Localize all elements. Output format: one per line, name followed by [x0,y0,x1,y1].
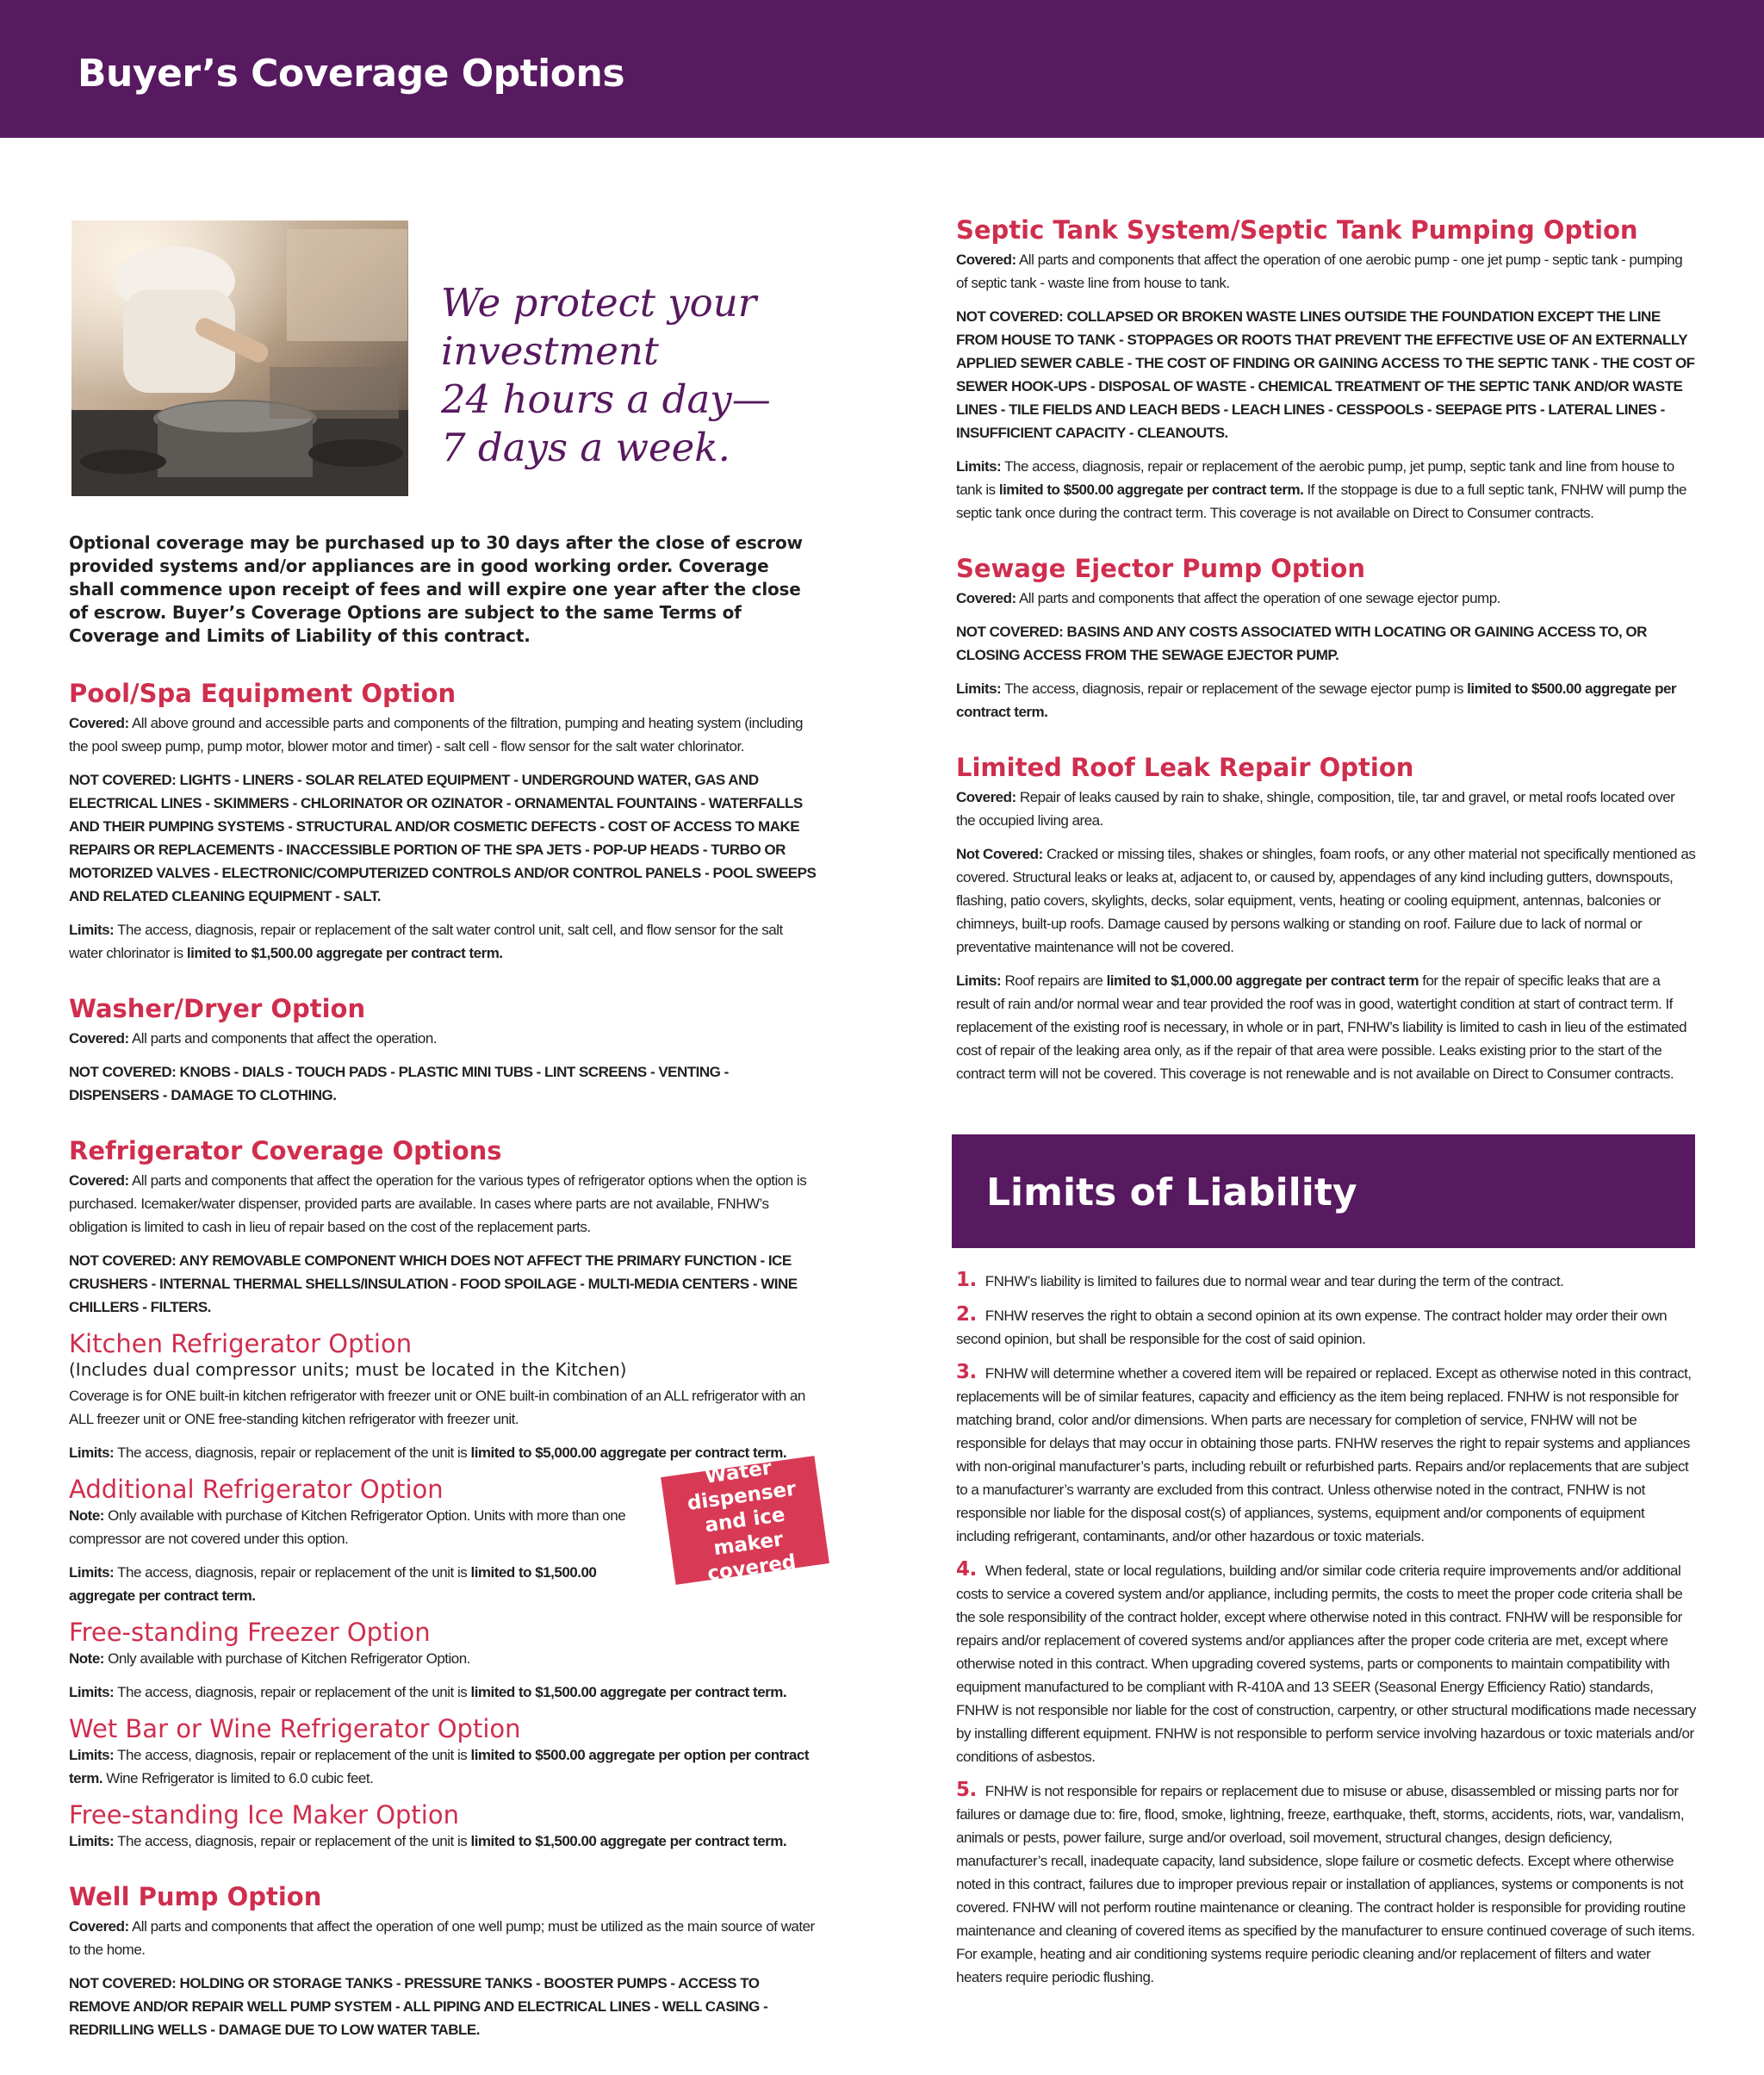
well-not-covered: NOT COVERED: HOLDING OR STORAGE TANKS - PRESSURE TANKS - BOOSTER PUMPS - ACCESS TO REMOVE AND/OR REPAIR WELL PUMP SYSTEM - ALL PIPING AND ELECTRICAL LINES - WELL CASING - REDRILLING WELLS - DAMAGE DUE TO LOW WATER TABLE. [69,1975,768,2038]
pool-spa-heading: Pool/Spa Equipment Option [69,679,457,708]
fridge-covered: Covered: All parts and components that affect the operation for the various types of refrigerator options when the option is purchased. Icemaker/water dispenser, provided parts are available. In cases where parts are not available, FNHW’s obligation is limited to cash in lieu of repair based on the cost of the replacement parts. [69,1172,807,1235]
pool-limits: Limits: The access, diagnosis, repair or replacement of the salt water control unit, salt cell, and flow sensor for the salt water chlorinator is limited to $1,500.00 aggregate per contract term. [69,922,783,961]
kitchen-fridge-text: Coverage is for ONE built-in kitchen refrigerator with freezer unit or ONE built-in combination of an ALL refrigerator with an ALL freezer unit or ONE free-standing kitchen refrigerator with freezer unit. [69,1388,805,1427]
freezer-heading: Free-standing Freezer Option [69,1618,431,1647]
septic-heading: Septic Tank System/Septic Tank Pumping Option [956,215,1638,245]
icemaker-heading: Free-standing Ice Maker Option [69,1800,459,1830]
wetbar-limits: Limits: The access, diagnosis, repair or replacement of the unit is limited to $500.00 aggregate per option per contract term. Wine Refrigerator is limited to 6.0 cubic feet. [69,1747,809,1786]
septic-covered: Covered: All parts and components that affect the operation of one aerobic pump - one jet pump - septic tank - pumping of septic tank - waste line from house to tank. [956,252,1683,291]
sewage-not-covered: NOT COVERED: BASINS AND ANY COSTS ASSOCIATED WITH LOCATING OR GAINING ACCESS TO, OR CLOSING ACCESS FROM THE SEWAGE EJECTOR PUMP. [956,624,1647,663]
tagline-line: 7 days a week. [441,425,730,470]
list-item: 2. FNHW reserves the right to obtain a second opinion at its own expense. The contract holder may order their own second opinion, but shall be responsible for the cost of said opinion. [956,1303,1668,1347]
kitchen-photo-illustration [71,221,408,496]
refrigerator-heading: Refrigerator Coverage Options [69,1136,502,1165]
sewage-covered: Covered: All parts and components that affect the operation of one sewage ejector pump. [956,590,1500,606]
list-item: 4. When federal, state or local regulations, building and/or similar code criteria require improvements and/or additional costs to service a covered system and/or appliance, including permits, the costs to meet the proper code criteria shall be the sole responsibility of the contract holder, except where otherwise noted in this contract. FNHW will be responsible for repairs and/or replacement of covered systems and/or appliances after the proper code criteria are met, except where otherwise noted in this contract. When upgrading covered systems, parts or components to maintain compatibility with equipment manufactured to be compliant with R-410A and 13 SEER (Seasonal Energy Efficiency Ratio) standards, FNHW is not responsible nor liable for the cost of construction, carpentry, or other structural modifications made necessary by installing different equipment. FNHW is not responsible to perform service involving hazardous or toxic materials and/or conditions of asbestos. [956,1558,1696,1765]
wetbar-heading: Wet Bar or Wine Refrigerator Option [69,1714,521,1743]
additional-fridge-heading: Additional Refrigerator Option [69,1475,444,1504]
washer-dryer-heading: Washer/Dryer Option [69,994,366,1023]
washer-covered: Covered: All parts and components that affect the operation. [69,1030,438,1047]
kitchen-cooking-photo [71,221,408,496]
roof-heading: Limited Roof Leak Repair Option [956,753,1414,782]
limits-of-liability-list [956,1269,1697,1999]
washer-not-covered: NOT COVERED: KNOBS - DIALS - TOUCH PADS - PLASTIC MINI TUBS - LINT SCREENS - VENTING - DISPENSERS - DAMAGE TO CLOTHING. [69,1064,729,1103]
roof-covered: Covered: Repair of leaks caused by rain to shake, shingle, composition, tile, tar and gravel, or metal roofs located over the occupied living area. [956,789,1675,829]
septic-not-covered: NOT COVERED: COLLAPSED OR BROKEN WASTE LINES OUTSIDE THE FOUNDATION EXCEPT THE LINE FROM HOUSE TO TANK - STOPPAGES OR ROOTS THAT PREVENT THE EFFECTIVE USE OF AN EXTERNALLY APPLIED SEWER CABLE - THE COST OF FINDING OR GAINING ACCESS TO THE SEPTIC TANK - THE COST OF SEWER HOOK-UPS - DISPOSAL OF WASTE - CHEMICAL TREATMENT OF THE SEPTIC TANK AND/OR WASTE LINES - TILE FIELDS AND LEACH BEDS - LEACH LINES - CESSPOOLS - SEEPAGE PITS - LATERAL LINES - INSUFFICIENT CAPACITY - CLEANOUTS. [956,308,1695,441]
water-dispenser-badge [661,1456,829,1585]
sewage-heading: Sewage Ejector Pump Option [956,554,1365,583]
kitchen-fridge-note: (Includes dual compressor units; must be located in the Kitchen) [69,1359,627,1380]
icemaker-limits: Limits: The access, diagnosis, repair or replacement of the unit is limited to $1,500.00 aggregate per contract term. [69,1833,787,1849]
page-header [0,0,1764,138]
septic-limits: Limits: The access, diagnosis, repair or replacement of the aerobic pump, jet pump, septic tank and line from house to tank is limited to $500.00 aggregate per contract term. If the stoppage is due to a full septic tank, FNHW will pump the septic tank once during the contract term. This coverage is not available on Direct to Consumer contracts. [956,458,1686,521]
tagline-line: We protect your [441,280,757,326]
well-covered: Covered: All parts and components that affect the operation of one well pump; must be utilized as the main source of water to the home. [69,1918,815,1958]
additional-fridge-limits: Limits: The access, diagnosis, repair or replacement of the unit is limited to $1,500.00 aggregate per contract term. [69,1564,597,1604]
tagline-line: 24 hours a day— [441,376,771,422]
roof-not-covered: Not Covered: Cracked or missing tiles, shakes or shingles, foam roofs, or any other material not specifically mentioned as covered. Structural leaks or leaks at, adjacent to, or caused by, appendages of any kind including gutters, downspouts, flashing, patio covers, skylights, decks, solar equipment, vents, heating or cooling equipment, antennas, balconies or chimneys, built-up roofs. Damage caused by persons walking or standing on roof. Failure due to lack of normal or preventative maintenance will not be covered. [956,846,1696,955]
list-item: 3. FNHW will determine whether a covered item will be repaired or replaced. Except as otherwise noted in this contract, replacements will be of similar features, capacity and efficiency as the item being replaced. FNHW is not responsible for matching brand, color and/or dimensions. When parts are necessary for completion of service, FNHW will not be responsible for delays that may occur in obtaining those parts. FNHW reserves the right to repair systems and appliances with non-original manufacturer’s parts, including rebuilt or refurbished parts. Repairs and/or replacements that are subject to a manufacturer’s warranty are excluded from this contract. Unless otherwise noted in the contract, FNHW is not responsible nor liable for the disposal cost(s) of appliances, systems, equipment and/or components of equipment including refrigerant, contaminants, and/or other hazardous or toxic materials. [956,1361,1692,1544]
kitchen-fridge-limits: Limits: The access, diagnosis, repair or replacement of the unit is limited to $5,000.00 aggregate per contract term. [69,1444,787,1461]
badge-text: Water dispenser and ice maker covered [686,1457,798,1586]
pool-not-covered: NOT COVERED: LIGHTS - LINERS - SOLAR RELATED EQUIPMENT - UNDERGROUND WATER, GAS AND ELECTRICAL LINES - SKIMMERS - CHLORINATOR OR OZINATOR - ORNAMENTAL FOUNTAINS - WATERFALLS AND THEIR PUMPING SYSTEMS - STRUCTURAL AND/OR COSMETIC DEFECTS - COST OF ACCESS TO MAKE REPAIRS OR REPLACEMENTS - INACCESSIBLE PORTION OF THE SPA JETS - POP-UP HEADS - TURBO OR MOTORIZED VALVES - ELECTRONIC/COMPUTERIZED CONTROLS AND/OR CONTROL PANELS - POOL SWEEPS AND RELATED CLEANING EQUIPMENT - SALT. [69,772,817,904]
left-column [69,531,818,2052]
additional-fridge-note: Note: Only available with purchase of Kitchen Refrigerator Option. Units with more than one compressor are not covered under this option. [69,1507,626,1547]
intro-paragraph: Optional coverage may be purchased up to 30 days after the close of escrow provided systems and/or appliances are in good working order. Coverage shall commence upon receipt of fees and will expire one year after the close of escrow. Buyer’s Coverage Options are subject to the same Terms of Coverage and Limits of Liability of this contract. [69,532,803,646]
fridge-not-covered: NOT COVERED: ANY REMOVABLE COMPONENT WHICH DOES NOT AFFECT THE PRIMARY FUNCTION - ICE CRUSHERS - INTERNAL THERMAL SHELLS/INSULATION - FOOD SPOILAGE - MULTI-MEDIA CENTERS - WINE CHILLERS - FILTERS. [69,1252,798,1315]
roof-limits: Limits: Roof repairs are limited to $1,000.00 aggregate per contract term for the repair of specific leaks that are a result of rain and/or normal wear and tear provided the roof was in good, watertight condition at start of contract term. If replacement of the existing roof is necessary, in whole or in part, FNHW’s liability is limited to cash in lieu of the estimated cost of repair of the leaking area only, as if the repair of that area were possible. Leaks existing prior to the start of the contract term will not be covered. This coverage is not renewable and is not available on Direct to Consumer contracts. [956,972,1687,1082]
sewage-limits: Limits: The access, diagnosis, repair or replacement of the sewage ejector pump is limited to $500.00 aggregate per contract term. [956,680,1677,720]
page-title: Buyer’s Coverage Options [78,52,625,96]
pool-covered: Covered: All above ground and accessible parts and components of the filtration, pumping and heating system (including the pool sweep pump, pump motor, blower motor and timer) - salt cell - flow sensor for the salt water chlorinator. [69,715,803,755]
tagline [441,279,771,472]
freezer-note: Note: Only available with purchase of Kitchen Refrigerator Option. [69,1650,470,1667]
list-item: 1. FNHW’s liability is limited to failures due to normal wear and tear during the term of the contract. [956,1269,1564,1291]
tagline-line: investment [441,328,659,374]
kitchen-fridge-heading: Kitchen Refrigerator Option [69,1329,413,1358]
right-column [956,215,1697,1096]
limits-of-liability-title: Limits of Liability [986,1171,1357,1215]
list-item: 5. FNHW is not responsible for repairs or replacement due to misuse or abuse, disassembled or missing parts nor for failures or damage due to: fire, flood, smoke, lightning, freeze, earthquake, theft, storms, accidents, riots, war, vandalism, animals or pests, power failure, surge and/or overload, soil movement, structural changes, design deficiency, manufacturer’s recall, inadequate capacity, land subsidence, slope failure or cosmetic defects. Except where otherwise noted in this contract, failures due to improper previous repair or installation of appliances, systems or components is not covered. FNHW will not perform routine maintenance or cleaning. The contract holder is responsible for providing routine maintenance and cleaning of covered items as specified by the manufacturer to ensure continued coverage of such items. For example, heating and air conditioning systems require periodic cleaning and/or replacement of filters and water heaters require periodic flushing. [956,1779,1695,1985]
well-pump-heading: Well Pump Option [69,1882,322,1911]
limits-of-liability-header [952,1134,1695,1248]
freezer-limits: Limits: The access, diagnosis, repair or replacement of the unit is limited to $1,500.00 aggregate per contract term. [69,1684,787,1700]
